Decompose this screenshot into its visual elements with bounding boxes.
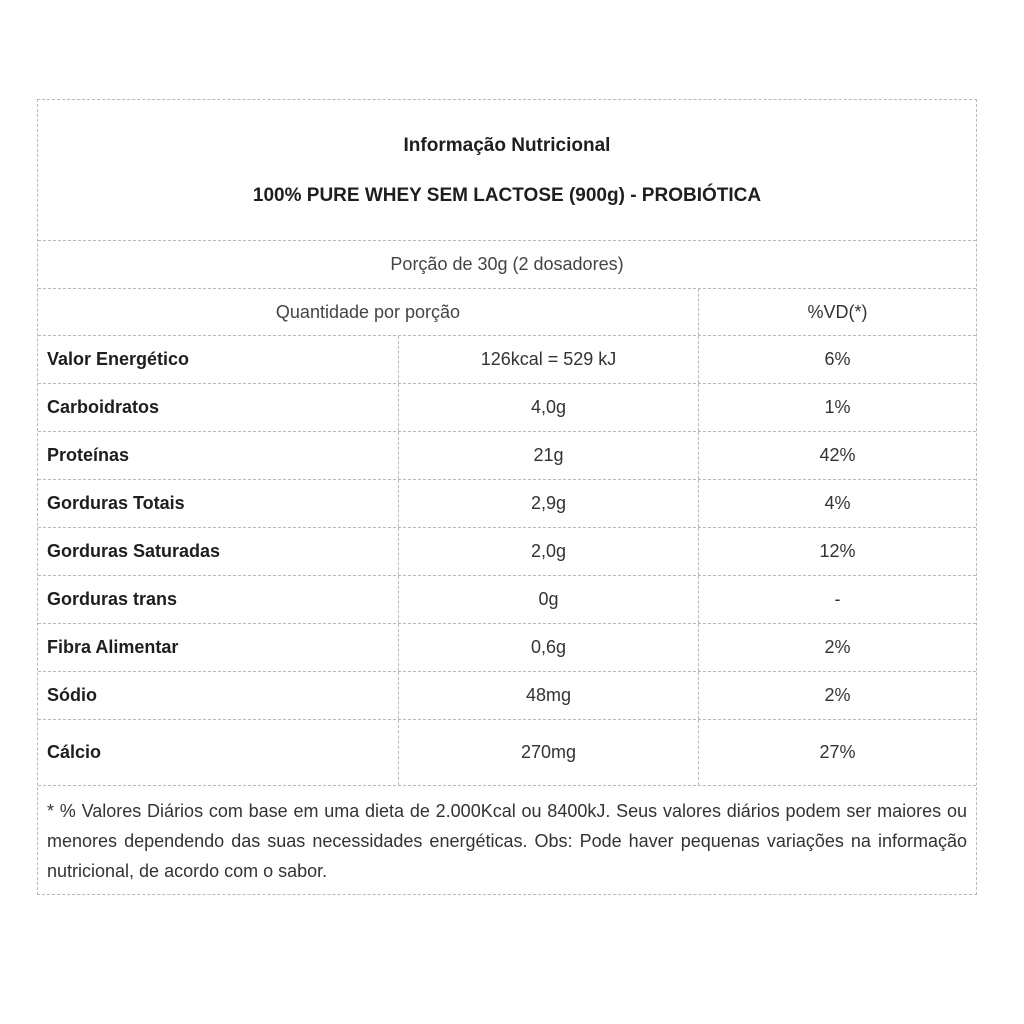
- nutrient-quantity: 0,6g: [399, 624, 699, 671]
- nutrient-name: Gorduras Saturadas: [38, 528, 399, 575]
- nutrient-quantity: 48mg: [399, 672, 699, 719]
- nutrient-quantity: 21g: [399, 432, 699, 479]
- table-row: [38, 624, 976, 672]
- nutrient-name: Gorduras Totais: [38, 480, 399, 527]
- table-row: [38, 720, 976, 786]
- column-header-row: [38, 289, 976, 336]
- nutrient-quantity: 4,0g: [399, 384, 699, 431]
- nutrient-name: Fibra Alimentar: [38, 624, 399, 671]
- nutrient-quantity: 2,0g: [399, 528, 699, 575]
- quantity-column-header: Quantidade por porção: [38, 289, 699, 335]
- nutrient-name: Gorduras trans: [38, 576, 399, 623]
- nutrient-name: Carboidratos: [38, 384, 399, 431]
- nutrient-daily-value: 4%: [824, 493, 851, 513]
- table-row: [38, 336, 976, 384]
- nutrient-daily-value: 27%: [819, 742, 856, 762]
- nutrient-daily-value: 2%: [824, 685, 851, 705]
- nutrient-daily-value: 6%: [824, 349, 851, 369]
- nutrient-daily-value: -: [834, 589, 841, 609]
- table-row: [38, 672, 976, 720]
- nutrient-quantity: 2,9g: [399, 480, 699, 527]
- nutrition-facts-table: [37, 99, 977, 895]
- footnote-row: [38, 786, 976, 894]
- table-header: [38, 100, 976, 241]
- nutrient-name: Proteínas: [38, 432, 399, 479]
- nutrient-daily-value: 12%: [819, 541, 856, 561]
- nutrient-name: Cálcio: [38, 720, 399, 785]
- table-row: [38, 576, 976, 624]
- table-row: [38, 384, 976, 432]
- daily-value-column-header: %VD(*): [807, 301, 868, 322]
- table-row: [38, 432, 976, 480]
- table-row: [38, 480, 976, 528]
- table-row: [38, 528, 976, 576]
- product-name: 100% PURE WHEY SEM LACTOSE (900g) - PROBIÓTICA: [252, 185, 762, 206]
- nutrient-daily-value: 1%: [824, 397, 851, 417]
- portion-label: Porção de 30g (2 dosadores): [390, 254, 624, 274]
- nutrient-quantity: 0g: [399, 576, 699, 623]
- nutrient-daily-value: 42%: [819, 445, 856, 465]
- nutrient-daily-value: 2%: [824, 637, 851, 657]
- nutrient-quantity: 126kcal = 529 kJ: [399, 336, 699, 383]
- footnote-text: * % Valores Diários com base em uma dieta de 2.000Kcal ou 8400kJ. Seus valores diários podem ser maiores ou menores dependendo das suas necessidades energéticas. Obs: Pode haver pequenas variações na informação nutricional, de acordo com o sabor.: [47, 801, 967, 881]
- nutrient-quantity: 270mg: [399, 720, 699, 785]
- nutrient-name: Valor Energético: [38, 336, 399, 383]
- table-title: Informação Nutricional: [403, 135, 611, 156]
- nutrient-name: Sódio: [38, 672, 399, 719]
- portion-row: [38, 241, 976, 289]
